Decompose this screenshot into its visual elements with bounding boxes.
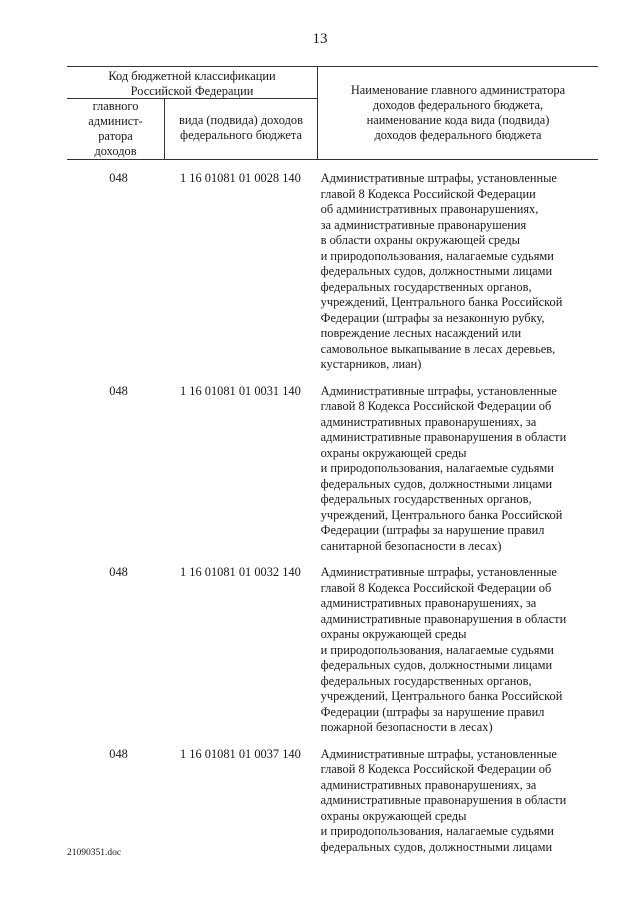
description-line: административных правонарушениях, за [320, 596, 537, 610]
description-cell [316, 747, 597, 856]
header-col-admin-line: ратора [98, 129, 133, 143]
header-col-name-line: доходов федерального бюджета [374, 128, 542, 142]
description-line: главой 8 Кодекса Российской Федерации об [320, 399, 552, 413]
description-cell [316, 565, 597, 736]
description-line: административных правонарушениях, за [320, 777, 537, 792]
admin-code-cell: 048 [109, 746, 128, 761]
description-cell [316, 171, 597, 373]
description-line: административных правонарушениях, за [320, 414, 537, 429]
description-line: федеральных государственных органов, [320, 673, 532, 688]
description-line: и природопользования, налагаемые судьями [320, 824, 554, 838]
description-line: Федерации (штрафы за нарушение правил [320, 523, 545, 537]
description-line: Административные штрафы, установленные [320, 171, 557, 185]
table-body [72, 171, 597, 866]
description-line: Административные штрафы, установленные [320, 383, 557, 398]
table-row [72, 565, 597, 736]
description-line: федеральных судов, должностными лицами [320, 839, 553, 854]
description-line: главой 8 Кодекса Российской Федерации об [320, 580, 552, 595]
description-line: охраны окружающей среды [320, 627, 467, 641]
description-line: учреждений, Центрального банка Российской [320, 295, 563, 309]
description-line: административные правонарушения в области [320, 430, 567, 444]
description-line: федеральных государственных органов, [320, 492, 532, 506]
header-col-code [165, 113, 317, 143]
description-line: Административные штрафы, установленные [320, 565, 557, 579]
description-line: пожарной безопасности в лесах) [320, 720, 493, 734]
header-col-admin-line: доходов [94, 144, 137, 158]
revenue-code-cell: 1 16 01081 01 0032 140 [179, 565, 301, 579]
description-line: и природопользования, налагаемые судьями [320, 642, 554, 657]
description-line: кустарников, лиан) [320, 357, 422, 371]
admin-code-cell: 048 [109, 383, 128, 398]
header-col-name-line: доходов федерального бюджета, [372, 98, 544, 112]
description-line: и природопользования, налагаемые судьями [320, 461, 554, 475]
description-line: об административных правонарушениях, [320, 202, 539, 216]
header-col-name-line: Наименование главного администратора [350, 83, 566, 97]
description-line: административные правонарушения в области [320, 611, 567, 626]
header-col-code-line: вида (подвида) доходов [179, 113, 303, 127]
table-row [72, 747, 597, 856]
revenue-code-cell: 1 16 01081 01 0028 140 [179, 171, 301, 185]
description-line: охраны окружающей среды [320, 808, 467, 823]
header-col-code-line: федерального бюджета [180, 128, 302, 142]
table-row [72, 384, 597, 555]
description-line: в области охраны окружающей среды [320, 233, 520, 247]
description-line: Федерации (штрафы за незаконную рубку, [320, 310, 545, 325]
file-name: 21090351.doc [67, 848, 122, 858]
description-line: самовольное выкапывание в лесах деревьев, [320, 341, 556, 356]
revenue-code-cell: 1 16 01081 01 0037 140 [179, 746, 301, 761]
header-col-admin-line: главного [92, 99, 139, 113]
header-group-title [67, 69, 317, 99]
header-group-line: Российской Федерации [130, 84, 254, 98]
description-line: главой 8 Кодекса Российской Федерации [320, 186, 536, 201]
revenue-code-cell: 1 16 01081 01 0031 140 [179, 383, 301, 398]
description-cell [316, 384, 597, 555]
header-col-admin-line: админист- [88, 114, 143, 128]
header-group-line: Код бюджетной классификации [108, 69, 276, 83]
header-top-rule [67, 66, 598, 67]
description-line: и природопользования, налагаемые судьями [320, 248, 554, 263]
description-line: охраны окружающей среды [320, 445, 467, 460]
table-row [72, 171, 597, 373]
description-line: учреждений, Центрального банка Российской [320, 689, 563, 703]
page-number: 13 [312, 31, 328, 47]
description-line: Федерации (штрафы за нарушение правил [320, 704, 545, 719]
description-line: Административные штрафы, установленные [320, 746, 557, 761]
header-col-name [318, 83, 598, 143]
description-line: федеральных судов, должностными лицами [320, 476, 553, 491]
admin-code-cell: 048 [109, 565, 128, 579]
header-bottom-rule [67, 159, 598, 160]
description-line: за административные правонарушения [320, 217, 527, 232]
description-line: главой 8 Кодекса Российской Федерации об [320, 762, 552, 776]
description-line: санитарной безопасности в лесах) [320, 538, 502, 553]
description-line: повреждение лесных насаждений или [320, 326, 522, 340]
header-col-admin [67, 99, 164, 159]
header-col-name-line: наименование кода вида (подвида) [366, 113, 550, 127]
description-line: федеральных судов, должностными лицами [320, 264, 553, 278]
description-line: федеральных судов, должностными лицами [320, 658, 553, 672]
admin-code-cell: 048 [109, 171, 128, 185]
description-line: административные правонарушения в области [320, 793, 567, 807]
description-line: федеральных государственных органов, [320, 279, 532, 294]
description-line: учреждений, Центрального банка Российской [320, 507, 563, 522]
